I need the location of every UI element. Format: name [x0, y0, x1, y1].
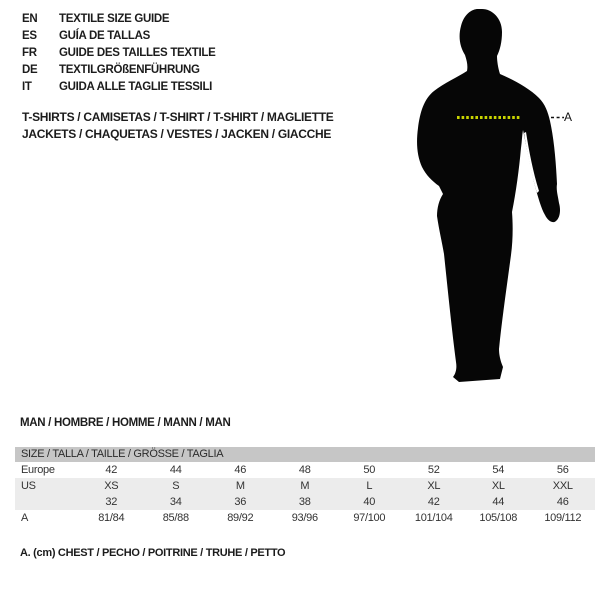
size-table: [15, 447, 595, 526]
table-cell: 54: [492, 464, 505, 476]
table-cell: 34: [169, 496, 182, 508]
table-row-chest-a: [15, 510, 595, 526]
language-label: GUIDA ALLE TAGLIE TESSILI: [59, 81, 213, 93]
garment-types: [22, 109, 334, 142]
row-label: US: [21, 480, 36, 492]
table-cell: L: [366, 480, 373, 492]
language-code: DE: [22, 64, 38, 76]
table-cell: 89/92: [227, 512, 254, 524]
table-cell: 44: [492, 496, 505, 508]
table-cell: 44: [169, 464, 182, 476]
man-silhouette-image: [412, 0, 572, 395]
chest-measure-label: A: [564, 110, 573, 124]
table-cell: 40: [363, 496, 376, 508]
table-cell: 93/96: [291, 512, 318, 524]
language-code: ES: [22, 30, 37, 42]
language-label: TEXTILE SIZE GUIDE: [59, 13, 170, 25]
garment-line-tshirts: T-SHIRTS / CAMISETAS / T-SHIRT / T-SHIRT / MAGLIETTE: [22, 110, 334, 124]
table-cell: 42: [105, 464, 118, 476]
language-label: TEXTILGRÖßENFÜHRUNG: [59, 64, 200, 76]
table-cell: XL: [427, 480, 441, 492]
man-silhouette-path: [417, 9, 560, 382]
size-table-header: SIZE / TALLA / TAILLE / GRÖSSE / TAGLIA: [15, 447, 595, 462]
table-cell: M: [235, 480, 245, 492]
table-cell: 42: [427, 496, 440, 508]
table-row-europe: [15, 462, 595, 478]
table-cell: XL: [491, 480, 505, 492]
table-cell: 46: [556, 496, 569, 508]
table-cell: 38: [298, 496, 311, 508]
man-silhouette-figure: [412, 0, 572, 395]
table-cell: 97/100: [353, 512, 386, 524]
language-row: [22, 45, 216, 62]
table-cell: M: [300, 480, 310, 492]
language-code: EN: [22, 13, 38, 25]
table-cell: 105/108: [479, 512, 518, 524]
language-label: GUÍA DE TALLAS: [59, 30, 150, 42]
language-code: IT: [22, 81, 32, 93]
language-list: [22, 11, 216, 96]
table-cell: 52: [427, 464, 440, 476]
row-label: Europe: [21, 464, 55, 476]
language-row: [22, 62, 216, 79]
chest-footnote: A. (cm) CHEST / PECHO / POITRINE / TRUHE / PETTO: [20, 547, 286, 559]
section-title-man: MAN / HOMBRE / HOMME / MANN / MAN: [20, 417, 231, 429]
garment-line-jackets: JACKETS / CHAQUETAS / VESTES / JACKEN / GIACCHE: [22, 126, 332, 141]
language-label: GUIDE DES TAILLES TEXTILE: [59, 47, 216, 59]
table-cell: 46: [234, 464, 247, 476]
table-cell: 85/88: [162, 512, 189, 524]
language-row: [22, 79, 216, 96]
language-row: [22, 11, 216, 28]
language-row: [22, 28, 216, 45]
language-code: FR: [22, 47, 37, 59]
table-cell: 32: [105, 496, 118, 508]
table-cell: 109/112: [544, 512, 582, 524]
table-cell: 48: [298, 464, 311, 476]
table-cell: 50: [363, 464, 376, 476]
row-label: A: [21, 512, 29, 524]
table-cell: XXL: [552, 480, 573, 492]
table-cell: S: [172, 480, 180, 492]
table-cell: 101/104: [414, 512, 453, 524]
table-cell: 81/84: [98, 512, 125, 524]
table-cell: XS: [104, 480, 119, 492]
table-row-numeric: [15, 494, 595, 510]
table-cell: 36: [234, 496, 247, 508]
table-cell: 56: [556, 464, 569, 476]
table-row-us: [15, 478, 595, 494]
